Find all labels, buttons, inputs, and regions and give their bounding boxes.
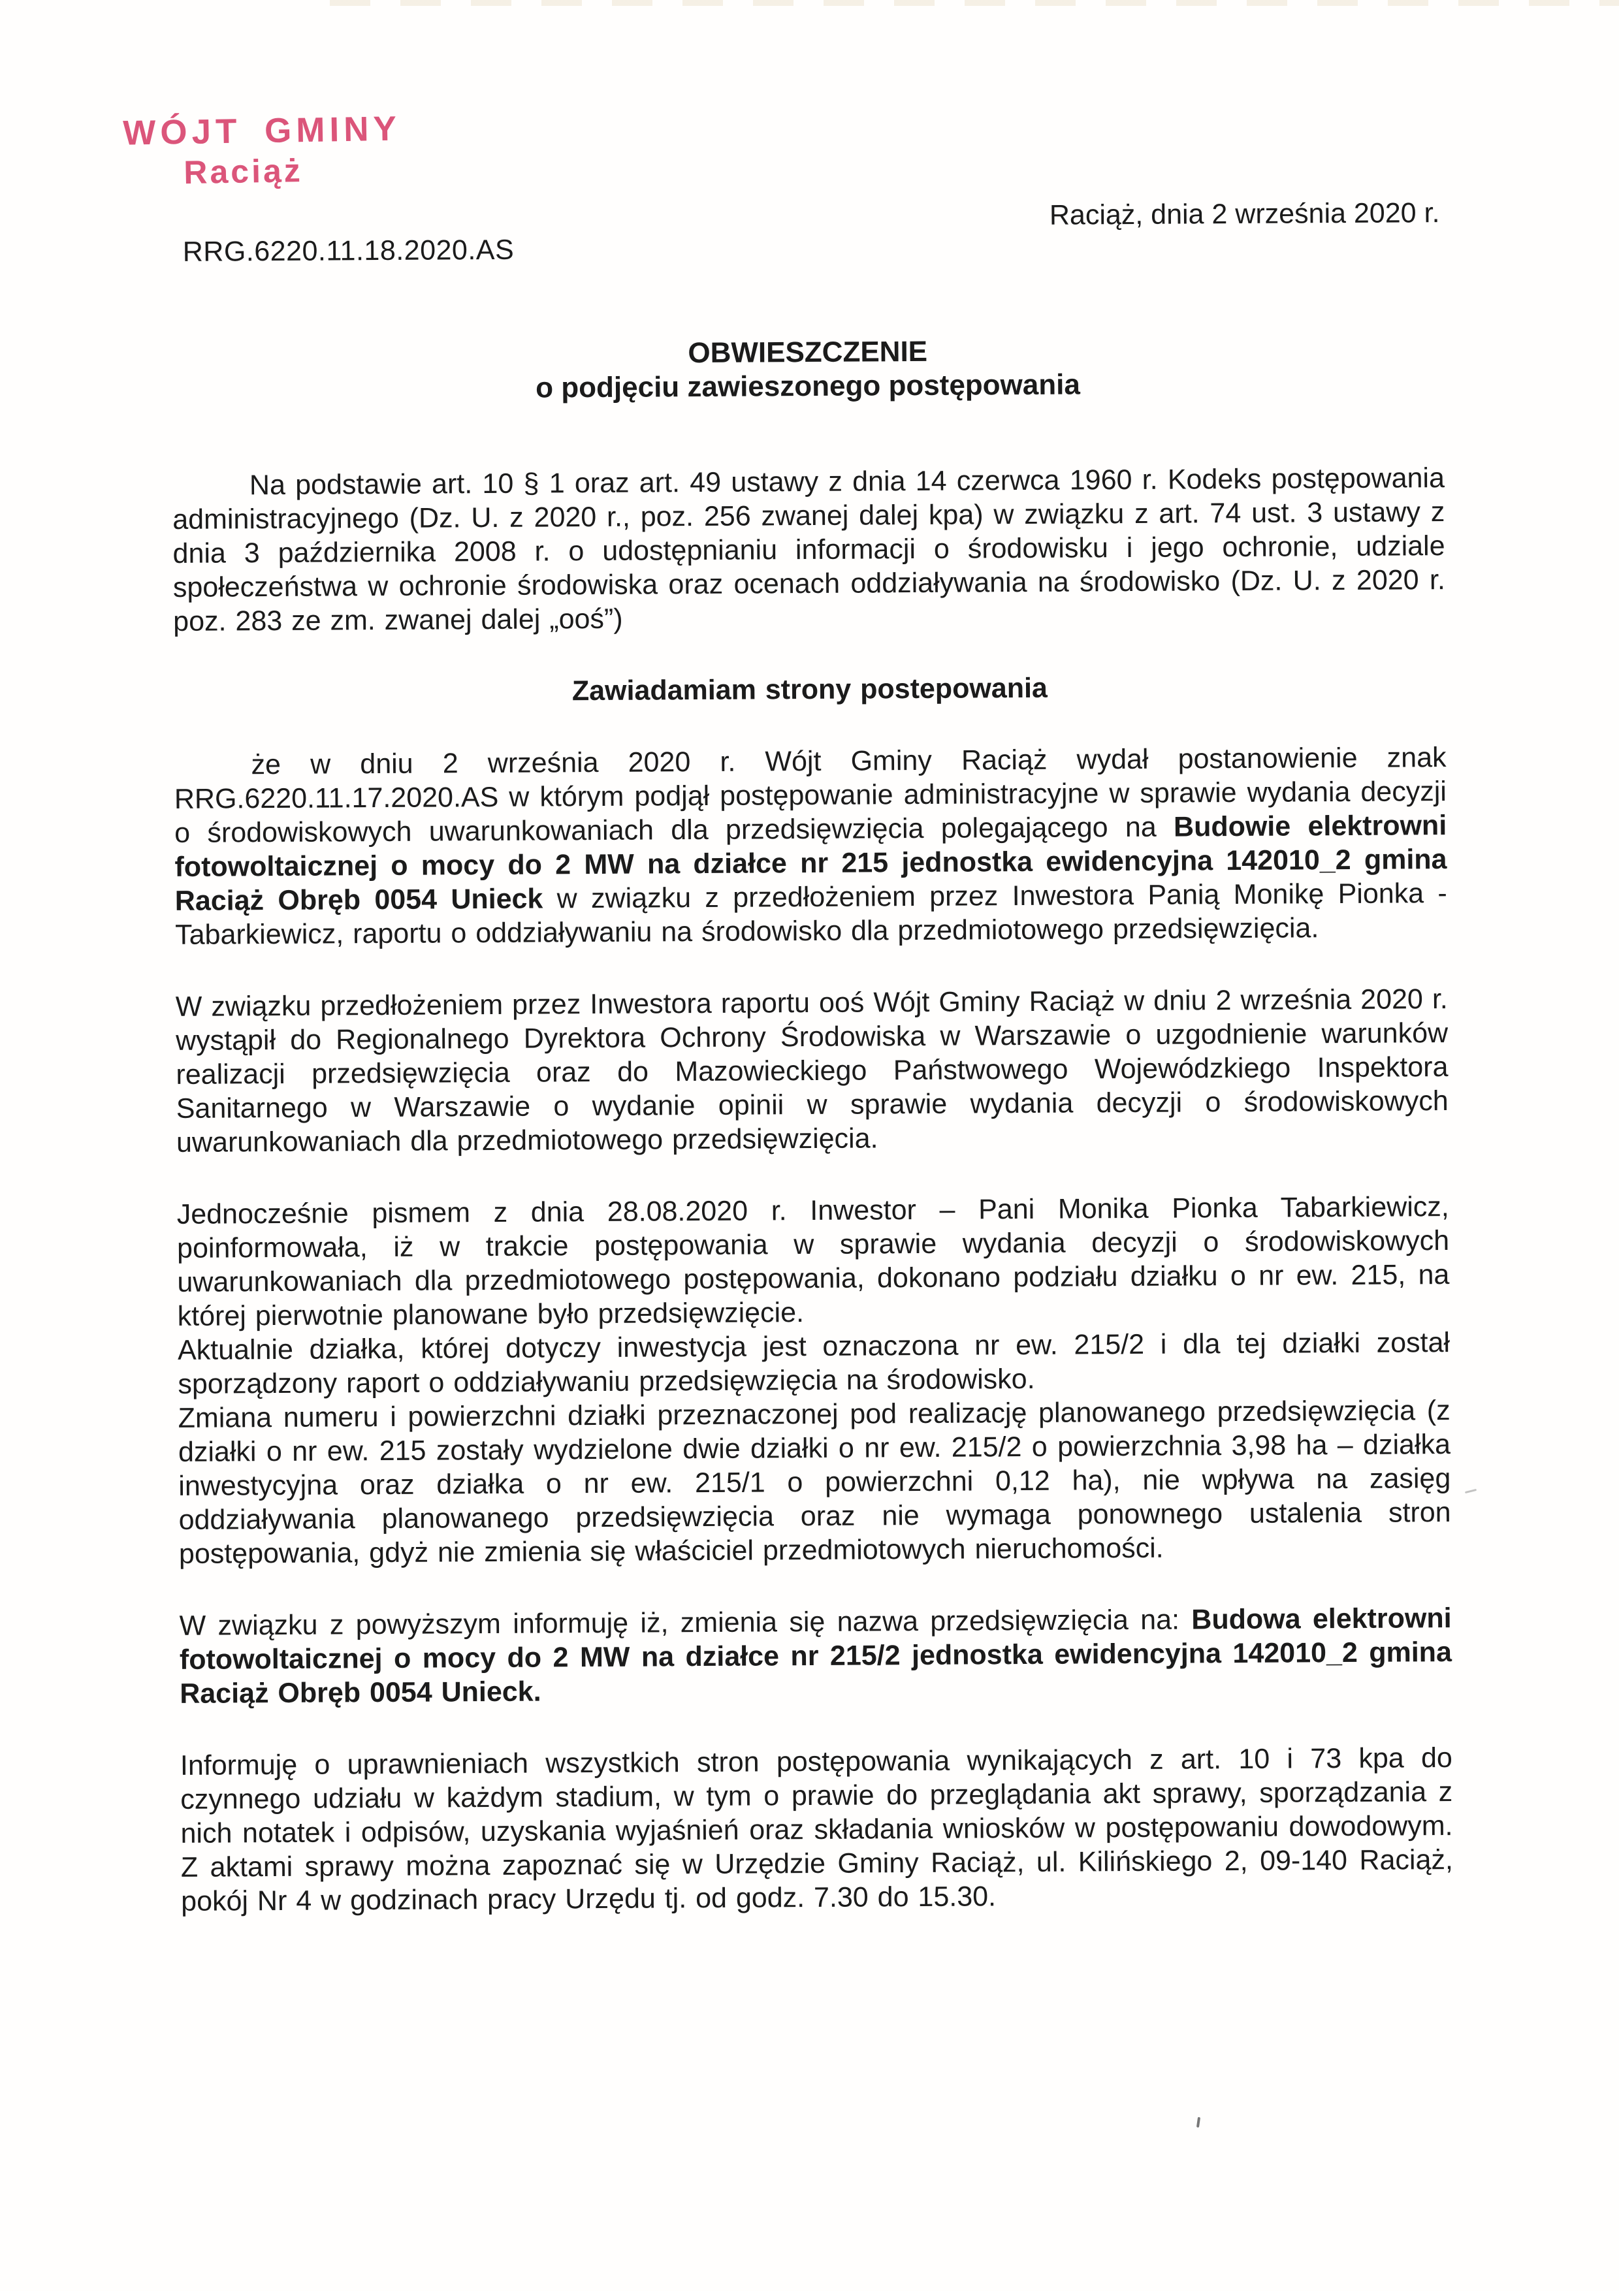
- document-body: [172, 461, 1454, 1956]
- official-stamp: [123, 110, 402, 193]
- case-reference-number: RRG.6220.11.18.2020.AS: [182, 234, 515, 268]
- paragraph-project-name-change: W związku z powyższym informuję iż, zmienia się nazwa przedsięwzięcia na: Budowa elektrowni fotowoltaicznej o mocy do 2 MW na działce nr 215/2 jednostka ewidencyjna 142010_2 gmina Raciąż Obręb 0054 Unieck.: [179, 1602, 1452, 1710]
- stamp-authority-name: WÓJT GMINY: [122, 109, 402, 153]
- document-date-line: Raciąż, dnia 2 września 2020 r.: [1049, 197, 1440, 231]
- paragraph-current-plot: Aktualnie działka, której dotyczy inwestycja jest oznaczona nr ew. 215/2 i dla tej działki został sporządzony raport o oddziaływaniu przedsięwzięcia na środowisko.: [177, 1327, 1451, 1400]
- document-title: OBWIESZCZENIE: [688, 335, 928, 370]
- paragraph-legal-basis: Na podstawie art. 10 § 1 oraz art. 49 ustawy z dnia 14 czerwca 1960 r. Kodeks postępowania administracyjnego (Dz. U. z 2020 r., poz. 256 zwanej dalej kpa) w związku z art. 74 ust. 3 ustawy z dnia 3 października 2008 r. o udostępnianiu informacji o środowisku i jego ochronie, udziale społeczeństwa w ochronie środowiska oraz ocenach oddziaływania na środowisko (Dz. U. z 2020 r. poz. 283 ze zm. zwanej dalej „ooś”): [172, 462, 1446, 637]
- paragraph-plot-division-effects: Zmiana numeru i powierzchni działki przeznaczonej pod realizację planowanego przedsięwzięcia (z działki o nr ew. 215 zostały wydzielone dwie działki o nr ew. 215/2 o powierzchnia 3,98 ha – działka inwestycyjna oraz działka o nr ew. 215/1 o powierzchni 0,12 ha), nie wpływa na zasięg oddziaływania planowanego przedsięwzięcia oraz nie wymaga ponownego ustalenia stron postępowania, gdyż nie zmienia się właściciel przedmiotowych nieruchomości.: [178, 1395, 1451, 1570]
- paragraph-decision-resumption: że w dniu 2 września 2020 r. Wójt Gminy Raciąż wydał postanowienie znak RRG.6220.11.17.2020.AS w którym podjął postępowanie administracyjne w sprawie wydania decyzji o środowiskowych uwarunkowaniach dla przedsięwzięcia polegającego na Budowie elektrowni fotowoltaicznej o mocy do 2 MW na działce nr 215 jednostka ewidencyjna 142010_2 gmina Raciąż Obręb 0054 Unieck w związku z przedłożeniem przez Inwestora Panią Monikę Pionka - Tabarkiewicz, raportu o oddziaływaniu na środowisko dla przedmiotowego przedsięwzięcia.: [174, 742, 1447, 951]
- paragraph-parties-rights: Informuję o uprawnieniach wszystkich stron postępowania wynikających z art. 10 i 73 kpa do czynnego udziału w każdym stadium, w tym o prawie do przeglądania akt sprawy, sporządzania z nich notatek i odpisów, uzyskania wyjaśnień oraz składania wniosków w postępowaniu dowodowym. Z aktami sprawy można zapoznać się w Urzędzie Gminy Raciąż, ul. Kilińskiego 2, 09-140 Raciąż, pokój Nr 4 w godzinach pracy Urzędu tj. od godz. 7.30 do 15.30.: [180, 1742, 1453, 1917]
- stamp-municipality-name: Raciąż: [183, 152, 304, 191]
- document-title-block: [172, 332, 1445, 407]
- paragraph-agency-consultations: W związku przedłożeniem przez Inwestora raportu ooś Wójt Gminy Raciąż w dniu 2 września 2020 r. wystąpił do Regionalnego Dyrektora Ochrony Środowiska w Warszawie o uzgodnienie warunków realizacji przedsięwzięcia oraz do Mazowieckiego Państwowego Wojewódzkiego Inspektora Sanitarnego w Warszawie o wydanie opinii w sprawie wydania decyzji o środowiskowych uwarunkowaniach dla przedmiotowego przedsięwzięcia.: [175, 983, 1449, 1158]
- section-heading-notification: Zawiadamiam strony postepowania: [571, 672, 1048, 707]
- document-subtitle: o podjęciu zawieszonego postępowania: [536, 368, 1081, 404]
- paragraph-investor-notice: Jednocześnie pismem z dnia 28.08.2020 r. Inwestor – Pani Monika Pionka Tabarkiewicz, poinformowała, iż w trakcie postępowania w sprawie wydania decyzji o środowiskowych uwarunkowaniach dla przedmiotowego postępowania, dokonano podziału działku o nr ew. 215, na której pierwotnie planowane było przedsięwzięcie.: [176, 1191, 1450, 1332]
